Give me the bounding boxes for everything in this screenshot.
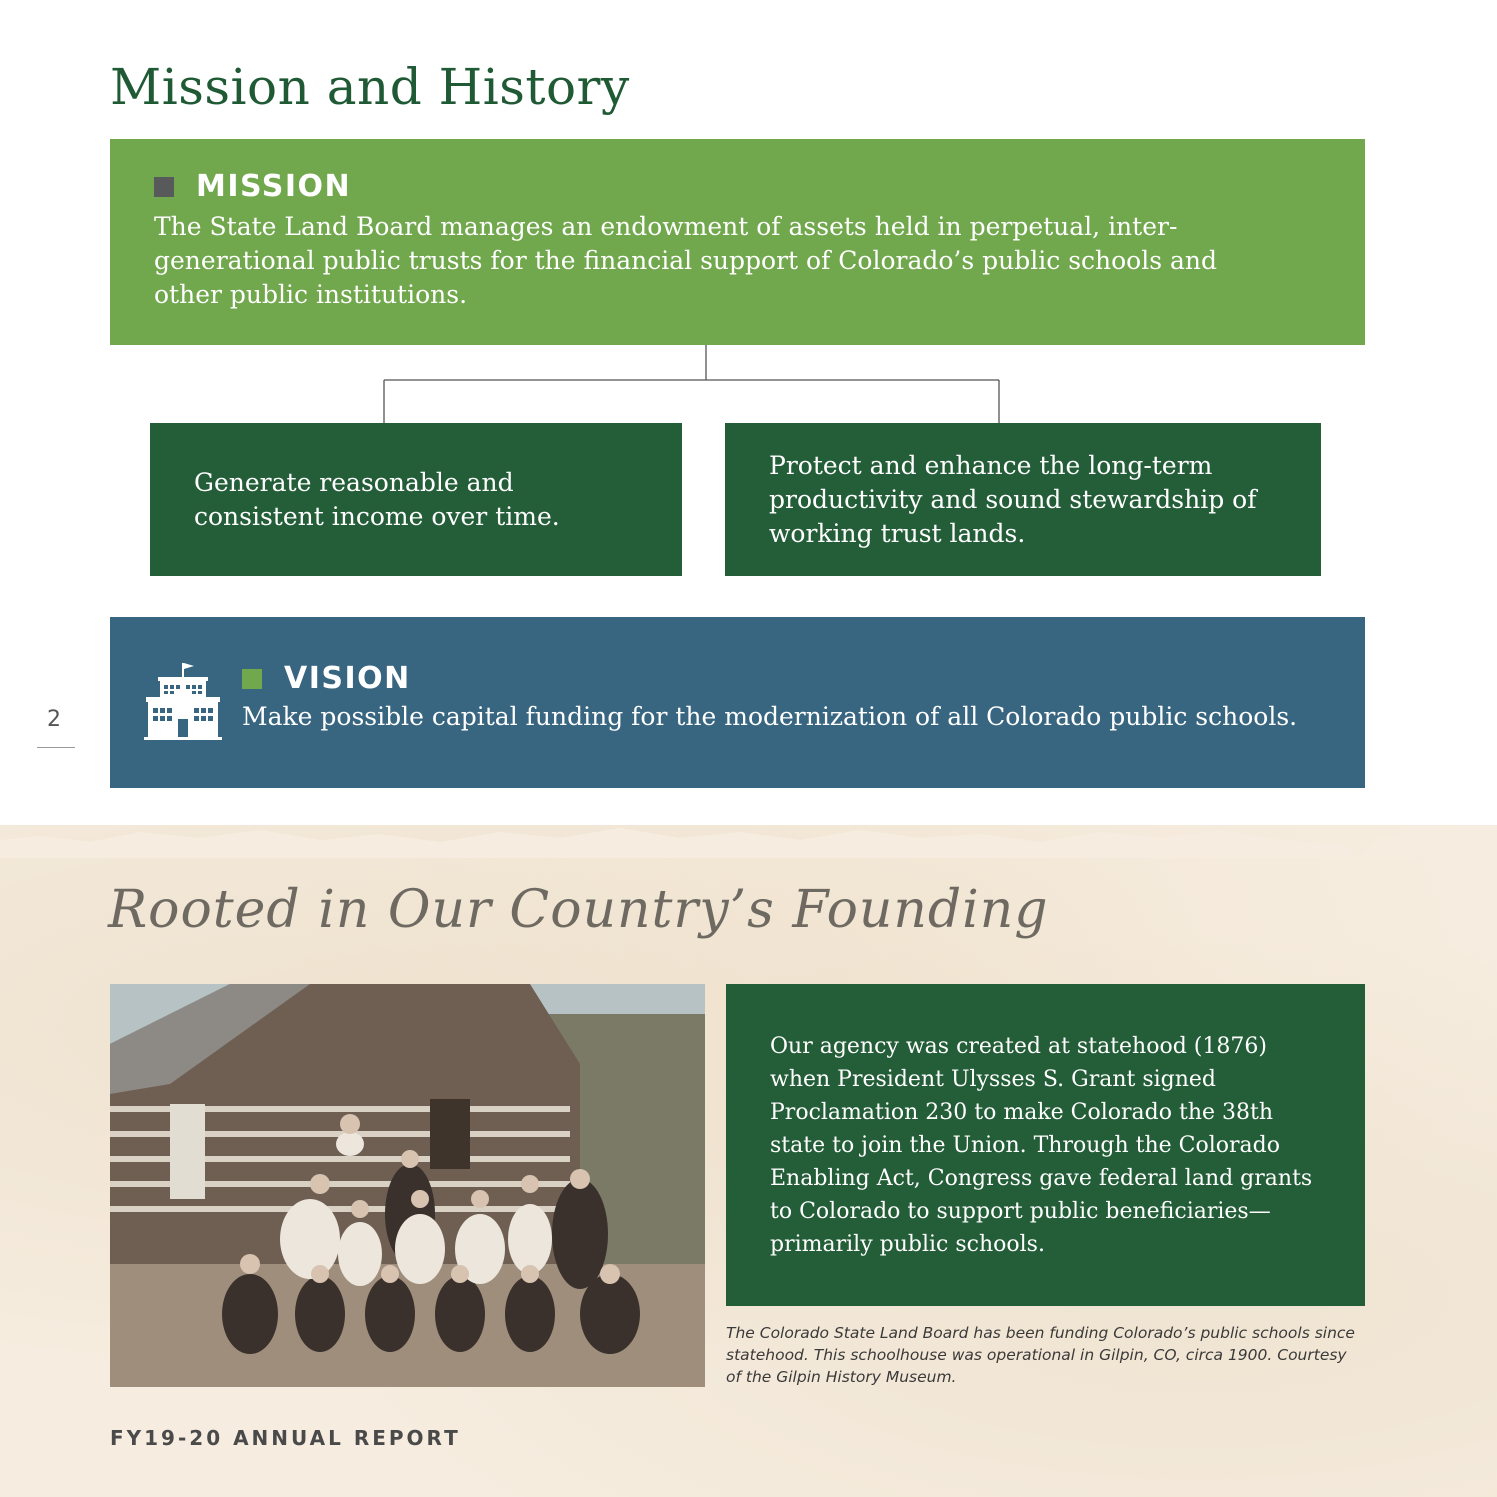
vision-text: Make possible capital funding for the modernization of all Colorado public schools. bbox=[242, 702, 1298, 731]
vision-square-icon bbox=[242, 669, 262, 689]
mission-square-icon bbox=[154, 177, 174, 197]
section-title: Rooted in Our Country’s Founding bbox=[108, 880, 1049, 940]
vision-box bbox=[110, 617, 1365, 788]
goal-income-box bbox=[150, 423, 682, 576]
schoolhouse-icon bbox=[144, 663, 222, 741]
history-text: Our agency was created at statehood (1876) when President Ulysses S. Grant signed Proclamation 230 to make Colorado the 38th state to join the Union. Through the Colorado Enabling Act, Congress gave federal land grants to Colorado to support public beneficiaries—primarily public schools. bbox=[770, 1034, 1313, 1257]
vision-heading-text: VISION bbox=[284, 661, 411, 696]
vision-heading bbox=[242, 661, 1297, 696]
photo-caption: The Colorado State Land Board has been funding Colorado’s public schools since statehood. This schoolhouse was operational in Gilpin, CO, circa 1900. Courtesy of the Gilpin History Museum. bbox=[726, 1324, 1355, 1386]
page-title: Mission and History bbox=[110, 58, 630, 116]
goal-stewardship-box bbox=[725, 423, 1321, 576]
torn-paper-edge bbox=[0, 818, 1497, 858]
page-number-rule bbox=[37, 747, 75, 748]
history-box bbox=[726, 984, 1365, 1306]
historic-schoolhouse-photo bbox=[110, 984, 705, 1387]
mission-heading-text: MISSION bbox=[196, 169, 352, 204]
mission-text: The State Land Board manages an endowment of assets held in perpetual, inter-generational public trusts for the financial support of Colorado’s public schools and other public institutions. bbox=[154, 212, 1218, 309]
vision-content bbox=[242, 661, 1297, 731]
goal-stewardship-text: Protect and enhance the long-term productivity and sound stewardship of working trust lands. bbox=[769, 450, 1257, 548]
mission-heading bbox=[154, 169, 1321, 204]
page-number: 2 bbox=[47, 707, 61, 732]
footer-report-title: FY19-20 ANNUAL REPORT bbox=[110, 1426, 461, 1450]
goal-income-text: Generate reasonable and consistent income over time. bbox=[194, 467, 560, 531]
mission-box bbox=[110, 139, 1365, 345]
